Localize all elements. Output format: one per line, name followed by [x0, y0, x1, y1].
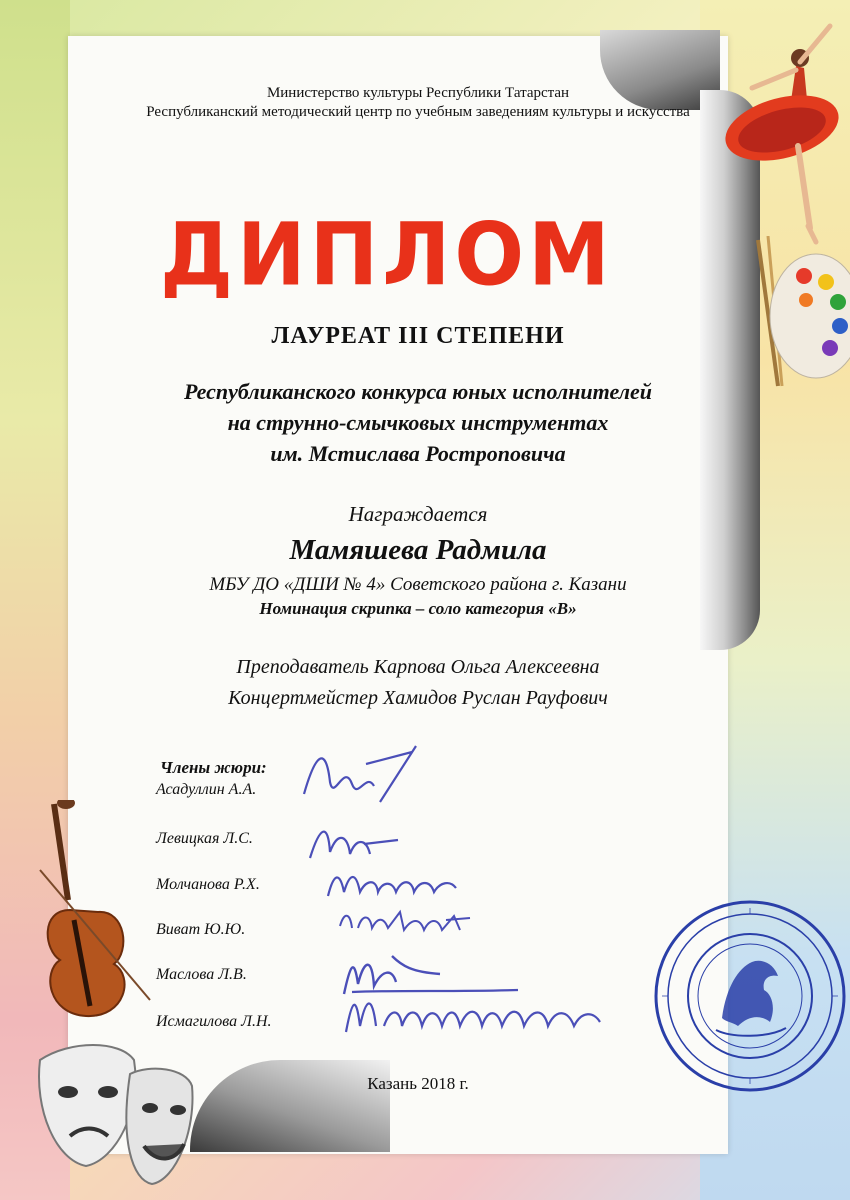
diploma-title: ДИПЛОМ — [160, 205, 614, 306]
signature-2 — [304, 816, 404, 866]
contest-line-3: им. Мстислава Ростроповича — [270, 441, 566, 466]
teacher-line: Преподаватель Карпова Ольга Алексеевна — [236, 656, 600, 678]
staff-block — [68, 652, 768, 714]
contest-name — [68, 376, 768, 469]
jury-member: Левицкая Л.С. — [156, 830, 253, 847]
recipient-name: Мамяшева Радмила — [289, 534, 547, 566]
jury-member: Молчанова Р.Х. — [156, 876, 260, 893]
laureate-degree: ЛАУРЕАТ III СТЕПЕНИ — [271, 323, 565, 349]
issuer-header — [68, 84, 768, 122]
jury-member: Исмагилова Л.Н. — [156, 1013, 272, 1030]
center-line: Республиканский методический центр по учебным заведениям культуры и искусства — [146, 104, 690, 120]
signature-1 — [296, 742, 426, 812]
city-year: Казань 2018 г. — [367, 1074, 469, 1093]
theatre-masks-icon — [30, 1030, 200, 1200]
jury-member: Асадуллин А.А. — [156, 781, 257, 798]
signature-3 — [322, 862, 462, 904]
violin-icon — [30, 800, 170, 1025]
contest-line-2: на струнно-смычковых инструментах — [227, 410, 609, 435]
awarded-label: Награждается — [348, 502, 488, 526]
signature-4 — [334, 906, 474, 942]
palette-icon — [742, 236, 850, 396]
signature-6 — [338, 986, 608, 1040]
ballerina-icon — [712, 18, 842, 248]
nomination: Номинация скрипка – соло категория «В» — [259, 599, 577, 618]
jury-title: Члены жюри: — [160, 758, 267, 777]
school-name: МБУ ДО «ДШИ № 4» Советского района г. Казани — [209, 574, 627, 595]
jury-member: Виват Ю.Ю. — [156, 921, 246, 938]
contest-line-1: Республиканского конкурса юных исполнителей — [184, 379, 652, 404]
accompanist-line: Концертмейстер Хамидов Руслан Рауфович — [228, 687, 608, 709]
jury-member: Маслова Л.В. — [156, 966, 247, 983]
official-seal-icon — [652, 898, 848, 1094]
ministry-line: Министерство культуры Республики Татарстан — [266, 85, 570, 101]
